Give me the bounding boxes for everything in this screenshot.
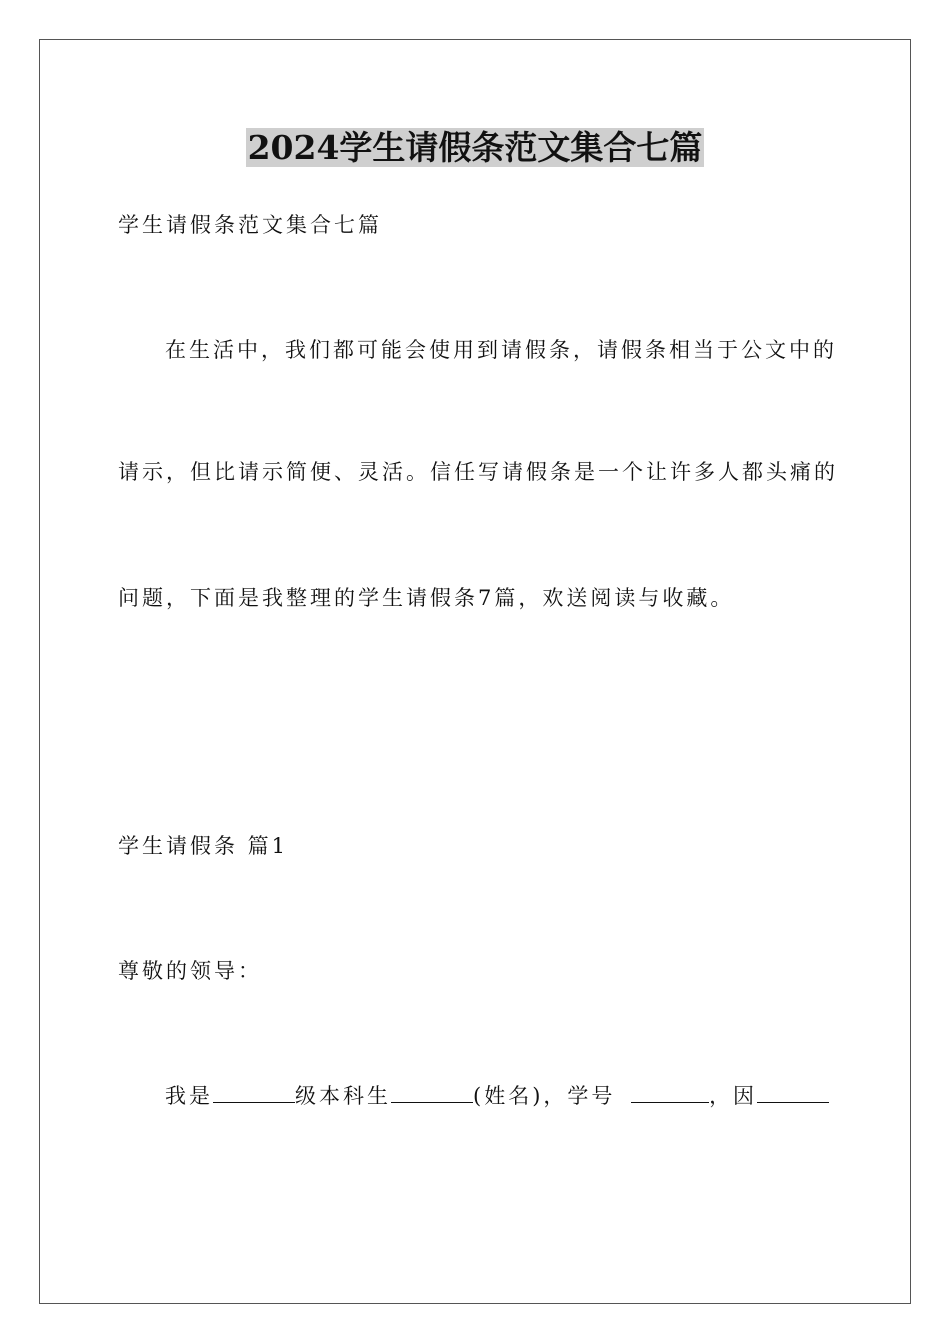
form-text-reason: ，因 [709, 1084, 758, 1108]
reason-blank [757, 1080, 829, 1103]
form-text-intro: 我是 [165, 1084, 213, 1108]
form-text-name: (姓名)，学号 [473, 1084, 626, 1108]
form-line [165, 1080, 829, 1111]
student-id-blank [631, 1080, 709, 1103]
document-title [0, 126, 950, 170]
document-subtitle: 学生请假条范文集合七篇 [118, 213, 382, 237]
form-text-grade: 级本科生 [295, 1084, 391, 1108]
document-title-text: 2024学生请假条范文集合七篇 [247, 128, 703, 167]
intro-paragraph-line-3: 问题，下面是我整理的学生请假条7篇，欢送阅读与收藏。 [118, 586, 735, 610]
intro-paragraph-line-2: 请示，但比请示简便、灵活。信任写请假条是一个让许多人都头痛的 [118, 460, 838, 484]
salutation: 尊敬的领导： [118, 959, 262, 983]
section-heading: 学生请假条 篇1 [118, 834, 289, 858]
intro-paragraph-line-1: 在生活中，我们都可能会使用到请假条，请假条相当于公文中的 [165, 338, 837, 362]
name-blank [391, 1080, 473, 1103]
grade-blank [213, 1080, 295, 1103]
